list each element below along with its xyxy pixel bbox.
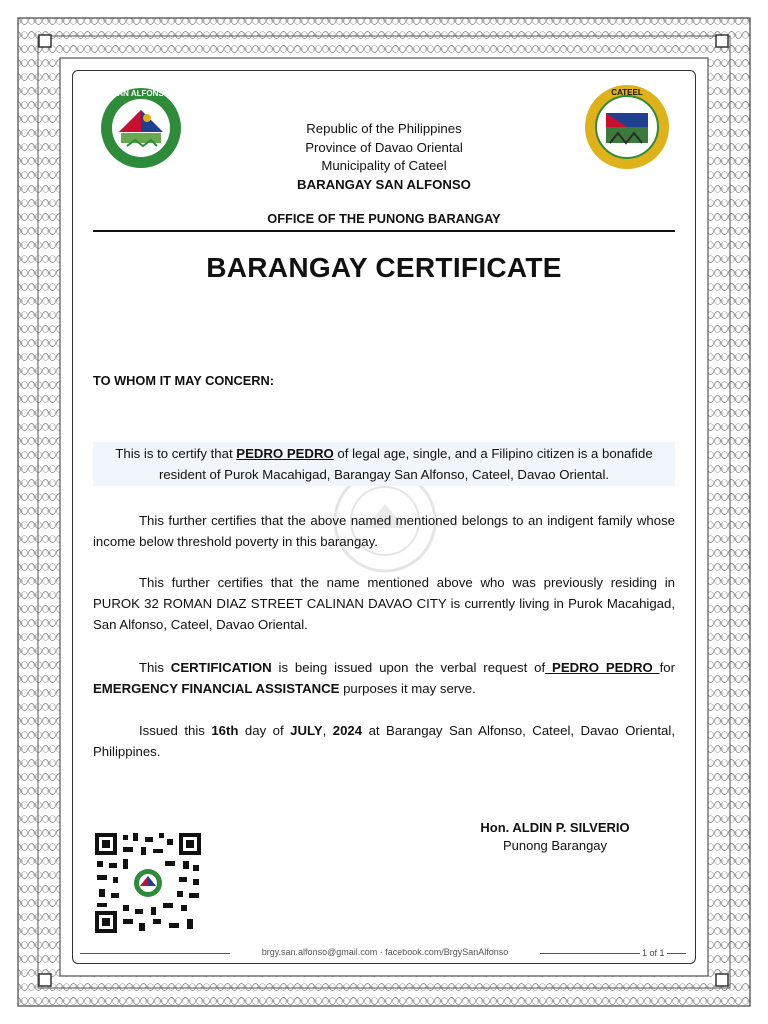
header-province: Province of Davao Oriental [305, 139, 463, 155]
purpose-text-1: This [139, 660, 171, 675]
footer-contact: brgy.san.alfonso@gmail.com · facebook.com/BrgySanAlfonso [230, 947, 540, 957]
certification-word: CERTIFICATION [170, 660, 272, 675]
signatory-title: Punong Barangay [502, 838, 608, 853]
page-number: 1 of 1 [642, 948, 665, 958]
certify-text-2: of legal age, single, and a Filipino citizen is a bonafide resident of Purok Macahigad, Barangay San Alfonso, Cateel, Davao Oriental. [158, 446, 653, 482]
svg-text:CATEEL: CATEEL [611, 88, 643, 97]
purpose-text-3: for [659, 660, 675, 675]
issued-text-3: , [322, 723, 333, 738]
office-heading: OFFICE OF THE PUNONG BARANGAY [267, 211, 501, 226]
header-municipality: Municipality of Cateel [321, 158, 447, 173]
purpose-text-4: purposes it may serve. [339, 681, 476, 696]
person-name: PEDRO PEDRO [236, 446, 334, 461]
certificate-title: BARANGAY CERTIFICATE [206, 252, 562, 283]
issued-text-1: Issued this [139, 723, 212, 738]
purpose-paragraph [93, 657, 675, 699]
purpose-label: EMERGENCY FINANCIAL ASSISTANCE [93, 681, 340, 696]
letterhead [234, 120, 534, 194]
issued-month: JULY [290, 723, 323, 738]
issued-paragraph [93, 720, 675, 762]
issued-text-2: day of [238, 723, 291, 738]
issued-text-4: at Barangay San Alfonso, Cateel, Davao Oriental, Philippines. [93, 723, 675, 759]
issued-year: 2024 [332, 723, 363, 738]
residency-paragraph: This further certifies that the name mentioned above who was previously residing in PUROK 32 ROMAN DIAZ STREET CALINAN DAVAO CITY is currently living in Purok Macahigad, San Alfonso, Cateel, Davao Oriental. [93, 575, 675, 632]
qr-code-icon[interactable] [93, 831, 203, 935]
signatory-name: Hon. ALDIN P. SILVERIO [480, 820, 630, 835]
certify-text-1: This is to certify that [115, 446, 237, 461]
requester-name: PEDRO PEDRO [545, 660, 660, 675]
indigency-paragraph: This further certifies that the above named mentioned belongs to an indigent family whose income below threshold poverty in this barangay. [93, 513, 675, 549]
svg-text:SAN ALFONSO: SAN ALFONSO [112, 89, 170, 98]
issued-day: 16th [211, 723, 239, 738]
header-barangay: BARANGAY SAN ALFONSO [297, 176, 471, 192]
barangay-seal-icon [91, 86, 191, 170]
header-divider [93, 230, 675, 232]
header-country: Republic of the Philippines [306, 121, 462, 136]
purpose-text-2: is being issued upon the verbal request of [271, 660, 546, 675]
salutation: TO WHOM IT MAY CONCERN: [93, 373, 275, 388]
certify-paragraph [93, 442, 675, 486]
municipal-seal-icon [576, 83, 678, 171]
